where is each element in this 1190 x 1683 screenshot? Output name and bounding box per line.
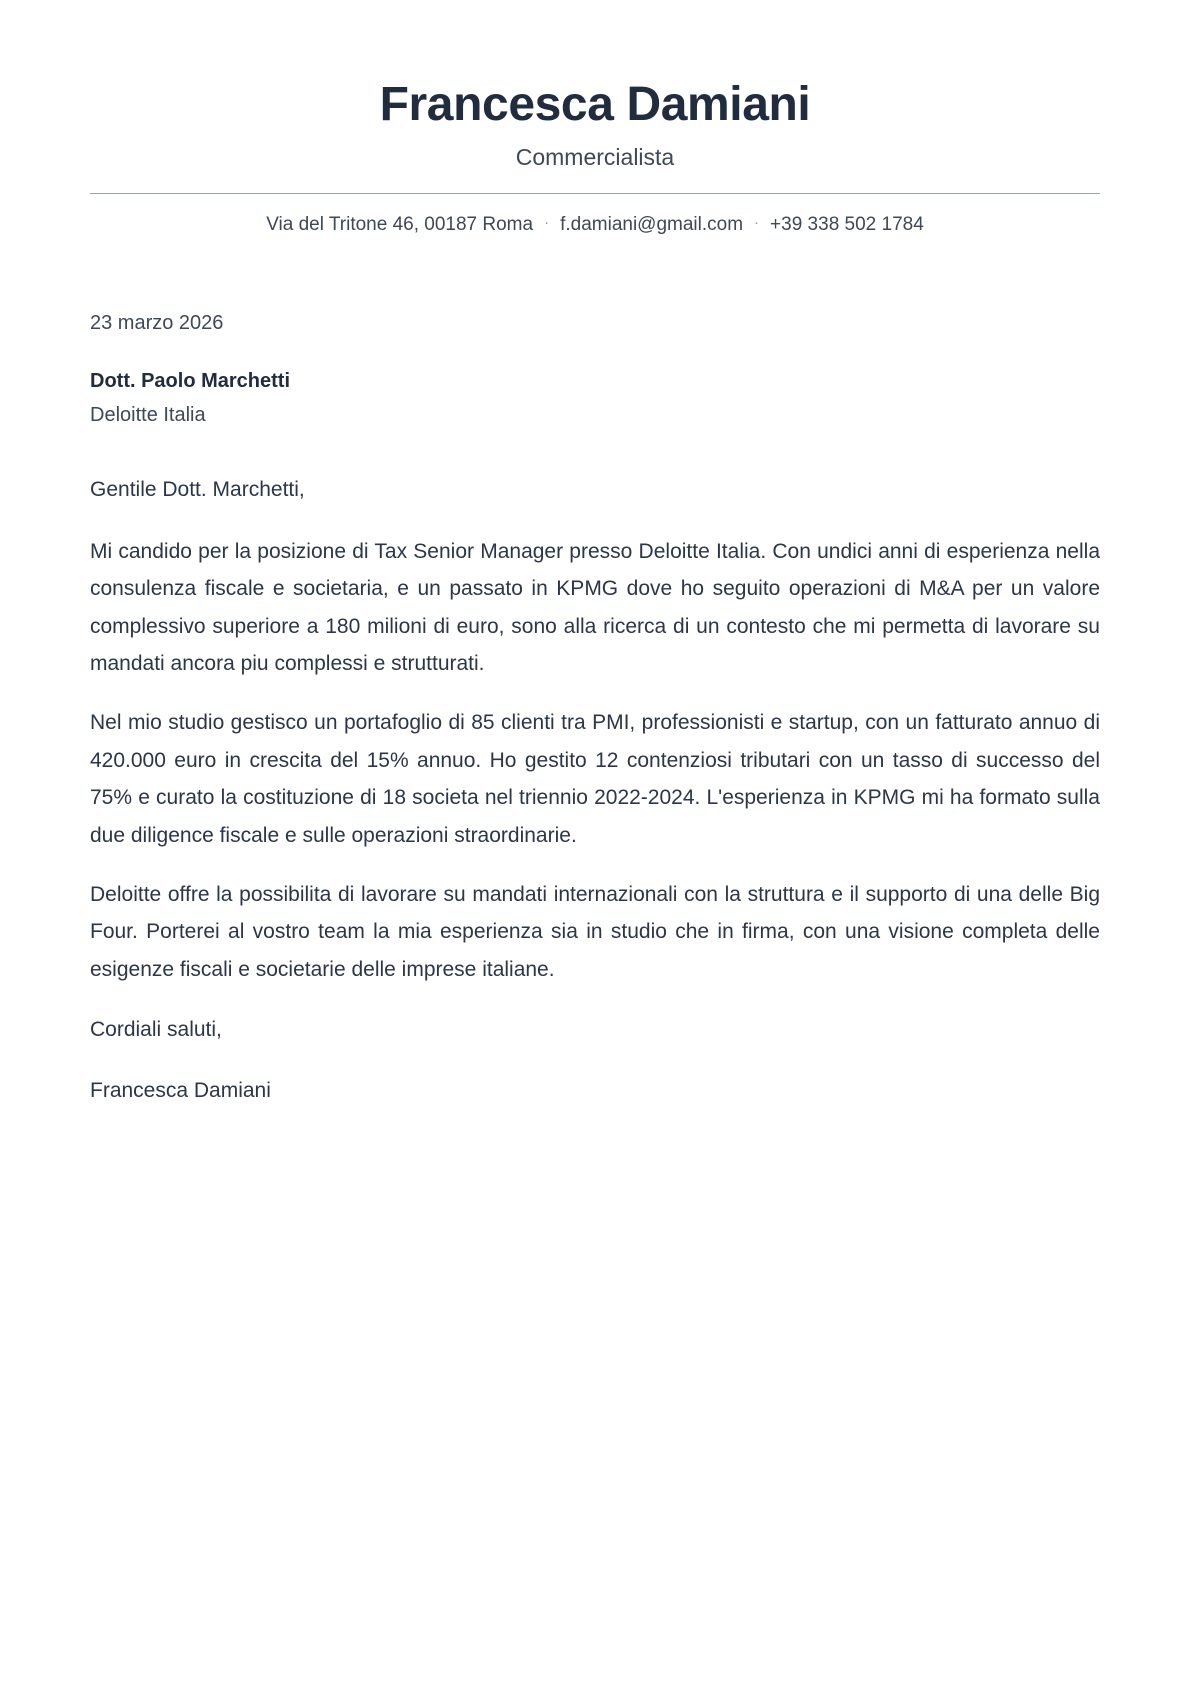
candidate-role: Commercialista [515,143,675,170]
body-paragraph: Mi candido per la posizione di Tax Senior Manager presso Deloitte Italia. Con undici anni di esperienza nella consulenza fiscale e societaria, e un passato in KPMG dove ho seguito operazioni di M&A per un valore complessivo superiore a 180 milioni di euro, sono alla ricerca di un contesto che mi permetta di lavorare su mandati ancora piu complessi e strutturati. [90,539,1100,676]
letter-body [90,474,1100,1107]
recipient-name: Dott. Paolo Marchetti [90,370,291,393]
candidate-name: Francesca Damiani [379,78,811,131]
contact-phone[interactable]: +39 338 502 1784 [770,214,924,236]
recipient-block [90,367,1100,430]
letter-meta-block [90,310,1100,430]
recipient-company: Deloitte Italia [90,404,206,427]
header-divider [90,193,1100,194]
letter-header [90,60,1100,236]
closing-line: Cordiali saluti, [90,1018,222,1042]
body-paragraph: Deloitte offre la possibilita di lavorare su mandati internazionali con la struttura e il supporto di una delle Big Four. Porterei al vostro team la mia esperienza sia in studio che in firma, con una visione completa delle esigenze fiscali e societarie delle imprese italiane. [90,882,1100,981]
contact-email[interactable]: f.damiani@gmail.com [560,214,744,236]
signature-name: Francesca Damiani [90,1078,271,1102]
salutation: Gentile Dott. Marchetti, [90,478,305,502]
contact-separator-icon: · [544,214,550,232]
contact-separator-icon: · [754,214,760,232]
letter-date: 23 marzo 2026 [90,312,224,335]
body-paragraph: Nel mio studio gestisco un portafoglio di 85 clienti tra PMI, professionisti e startup, con un fatturato annuo di 420.000 euro in crescita del 15% annuo. Ho gestito 12 contenziosi tributari con un tasso di successo del 75% e curato la costituzione di 18 societa nel triennio 2022-2024. L'esperienza in KPMG mi ha formato sulla due diligence fiscale e sulle operazioni straordinarie. [90,711,1100,847]
contact-address: Via del Tritone 46, 00187 Roma [266,214,534,236]
contact-line [90,214,1100,236]
